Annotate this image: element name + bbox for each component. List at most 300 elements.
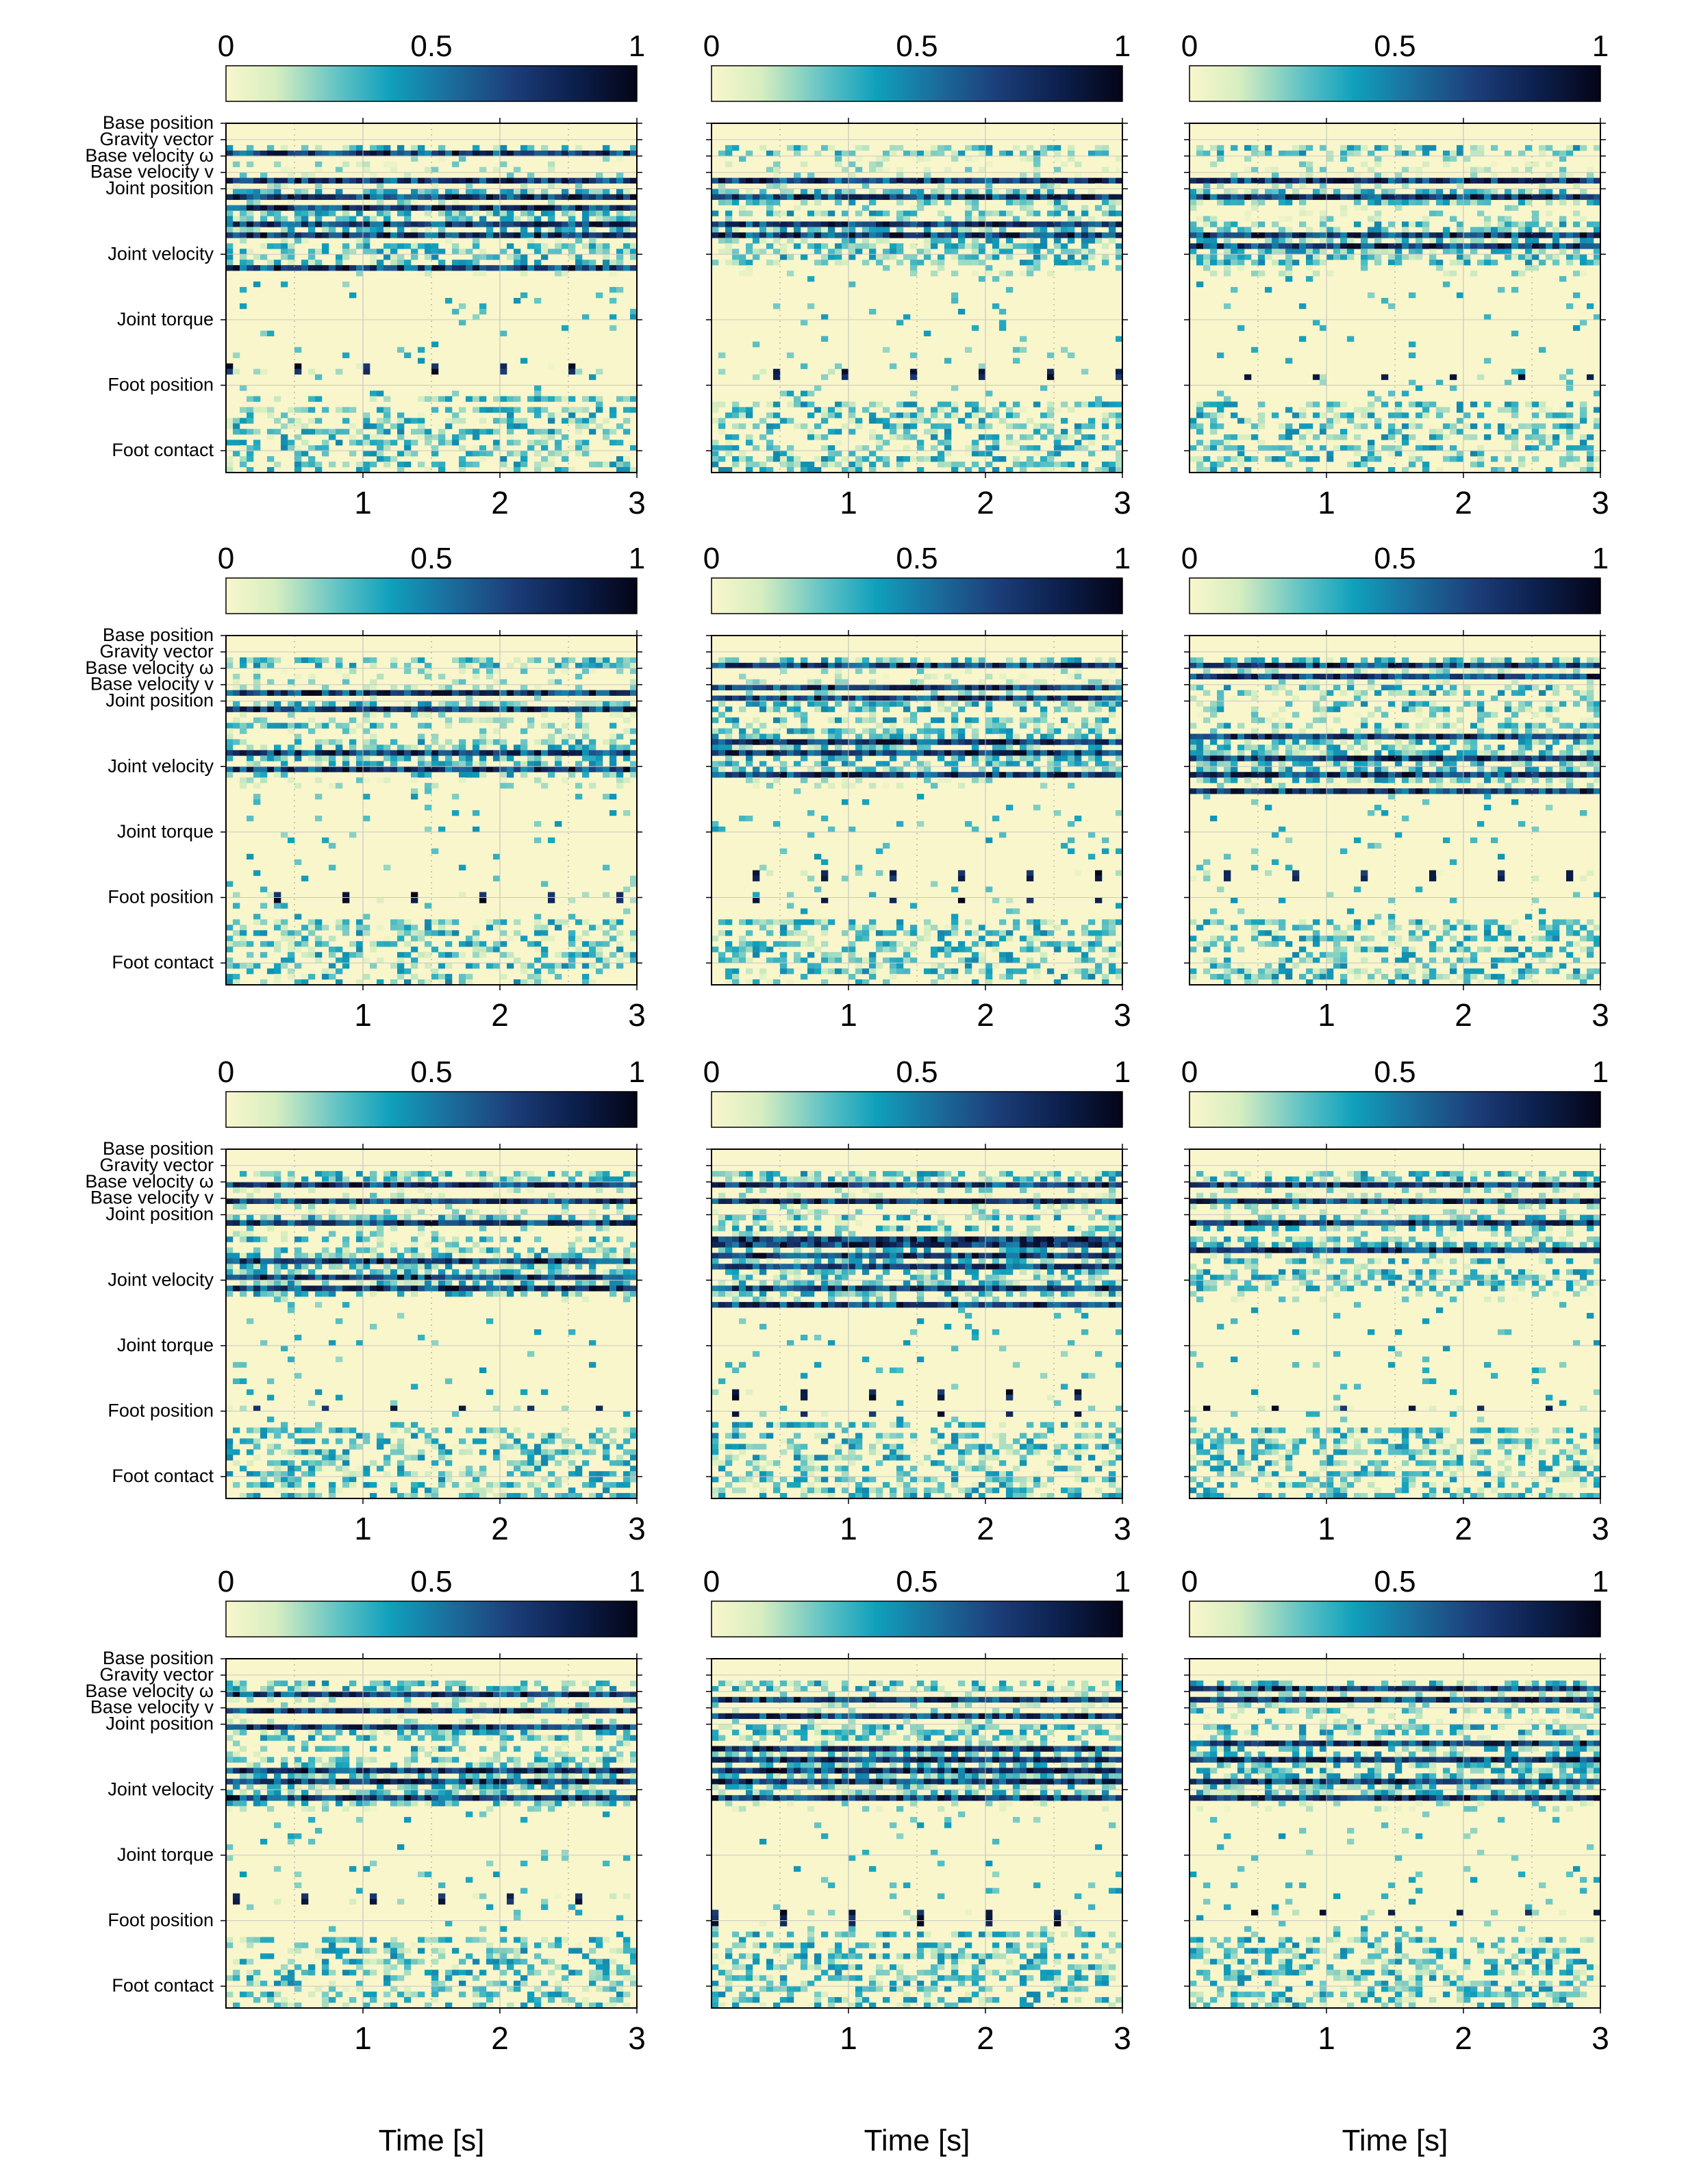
heatmap-cell — [623, 744, 630, 750]
heatmap-cell — [1074, 423, 1081, 429]
heatmap-cell — [274, 892, 281, 898]
heatmap-cell — [1498, 178, 1505, 184]
heatmap-cell — [766, 205, 773, 211]
heatmap-cell — [247, 657, 253, 663]
heatmap-cell — [739, 178, 746, 184]
heatmap-cell — [383, 941, 390, 946]
heatmap-cell — [855, 232, 862, 238]
heatmap-cell — [609, 744, 616, 750]
heatmap-cell — [1006, 271, 1013, 276]
heatmap-cell — [253, 205, 260, 211]
heatmap-cell — [1436, 260, 1443, 265]
heatmap-cell — [356, 701, 363, 707]
heatmap-cell — [869, 200, 876, 205]
heatmap-cell — [226, 733, 233, 739]
heatmap-cell — [520, 728, 527, 733]
heatmap-cell — [623, 657, 630, 663]
row-group-label: Foot contact — [112, 952, 214, 973]
heatmap-cell — [383, 462, 390, 467]
heatmap-cell — [883, 227, 890, 232]
heatmap-cell — [753, 685, 759, 690]
heatmap-cell — [390, 254, 397, 260]
heatmap-cell — [226, 194, 233, 200]
heatmap-cell — [363, 744, 370, 750]
heatmap-cell — [787, 145, 794, 151]
heatmap-cell — [603, 216, 609, 221]
heatmap-cell — [466, 663, 473, 668]
heatmap-cell — [1068, 145, 1074, 151]
heatmap-cell — [603, 156, 609, 162]
heatmap-cell — [1374, 418, 1381, 423]
heatmap-cell — [267, 221, 274, 227]
heatmap-cell — [1347, 249, 1354, 254]
heatmap-cell — [459, 178, 466, 184]
heatmap-cell — [780, 462, 787, 467]
heatmap-cell — [1409, 221, 1415, 227]
heatmap-cell — [910, 369, 917, 375]
heatmap-cell — [739, 407, 746, 412]
heatmap-cell — [1580, 401, 1587, 407]
heatmap-cell — [596, 216, 603, 221]
heatmap-cell — [951, 407, 958, 412]
heatmap-cell — [903, 216, 910, 221]
colorbar — [712, 66, 1122, 101]
heatmap-cell — [240, 151, 247, 156]
heatmap-cell — [794, 205, 801, 211]
heatmap-cell — [404, 755, 411, 761]
heatmap-cell — [520, 423, 527, 429]
heatmap-cell — [1054, 407, 1061, 412]
heatmap-cell — [527, 221, 534, 227]
heatmap-cell — [903, 254, 910, 260]
heatmap-cell — [1109, 238, 1116, 243]
heatmap-cell — [459, 320, 466, 325]
heatmap-cell — [910, 189, 917, 194]
heatmap-cell — [1306, 423, 1313, 429]
heatmap-cell — [329, 205, 336, 211]
heatmap-cell — [548, 194, 555, 200]
heatmap-cell — [759, 434, 766, 440]
heatmap-cell — [226, 462, 233, 467]
heatmap-cell — [890, 189, 896, 194]
heatmap-cell — [1251, 167, 1258, 173]
heatmap-cell — [1292, 451, 1299, 456]
heatmap-cell — [288, 260, 294, 265]
heatmap-cell — [725, 178, 732, 184]
heatmap-cell — [568, 744, 575, 750]
heatmap-cell — [527, 243, 534, 249]
heatmap-cell — [1074, 178, 1081, 184]
heatmap-cell — [903, 178, 910, 184]
heatmap-cell — [479, 429, 486, 434]
heatmap-cell — [473, 205, 479, 211]
heatmap-cell — [1402, 440, 1409, 445]
heatmap-cell — [842, 401, 848, 407]
heatmap-cell — [1340, 243, 1347, 249]
heatmap-cell — [1210, 194, 1217, 200]
heatmap-cell — [425, 271, 431, 276]
heatmap-cell — [807, 173, 814, 178]
heatmap-cell — [336, 205, 342, 211]
heatmap-cell — [575, 205, 582, 211]
heatmap-cell — [308, 429, 315, 434]
heatmap-cell — [431, 434, 438, 440]
heatmap-cell — [240, 456, 247, 462]
heatmap-cell — [944, 216, 951, 221]
heatmap-cell — [500, 718, 507, 723]
heatmap-cell — [582, 440, 589, 445]
heatmap-cell — [1320, 260, 1326, 265]
heatmap-cell — [479, 739, 486, 744]
heatmap-cell — [253, 657, 260, 663]
heatmap-cell — [466, 707, 473, 712]
heatmap-cell — [1231, 189, 1237, 194]
heatmap-cell — [876, 401, 883, 407]
heatmap-cell — [787, 254, 794, 260]
heatmap-cell — [1258, 232, 1265, 238]
heatmap-cell — [418, 178, 425, 184]
heatmap-cell — [329, 963, 336, 968]
heatmap-cell — [452, 418, 459, 423]
heatmap-cell — [438, 766, 445, 772]
row-group-label: Gravity vector — [99, 640, 214, 662]
heatmap-cell — [1573, 445, 1580, 451]
heatmap-cell — [288, 750, 294, 755]
heatmap-cell — [294, 221, 301, 227]
heatmap-cell — [951, 412, 958, 418]
heatmap-cell — [445, 723, 452, 729]
heatmap-cell — [301, 925, 308, 930]
heatmap-cell — [732, 434, 739, 440]
heatmap-cell — [801, 232, 807, 238]
heatmap-cell — [315, 936, 322, 941]
heatmap-cell — [732, 445, 739, 451]
heatmap-cell — [377, 221, 383, 227]
heatmap-cell — [438, 827, 445, 832]
heatmap-cell — [315, 794, 322, 799]
heatmap-cell — [418, 723, 425, 729]
heatmap-cell — [240, 707, 247, 712]
heatmap-cell — [514, 766, 520, 772]
heatmap-cell — [842, 679, 848, 685]
heatmap-cell — [855, 685, 862, 690]
heatmap-cell — [589, 925, 596, 930]
heatmap-cell — [452, 919, 459, 925]
heatmap-cell — [1033, 260, 1040, 265]
heatmap-cell — [855, 456, 862, 462]
heatmap-cell — [712, 194, 718, 200]
heatmap-cell — [459, 744, 466, 750]
heatmap-cell — [520, 761, 527, 766]
heatmap-cell — [1047, 456, 1054, 462]
heatmap-cell — [732, 145, 739, 151]
heatmap-cell — [370, 227, 377, 232]
heatmap-cell — [308, 701, 315, 707]
heatmap-cell — [718, 429, 725, 434]
heatmap-cell — [548, 211, 555, 216]
heatmap-cell — [294, 744, 301, 750]
heatmap-cell — [1395, 151, 1402, 156]
heatmap-cell — [260, 173, 267, 178]
heatmap-cell — [418, 429, 425, 434]
heatmap-cell — [493, 854, 500, 859]
heatmap-cell — [1299, 249, 1306, 254]
heatmap-cell — [1395, 205, 1402, 211]
heatmap-cell — [459, 211, 466, 216]
heatmap-cell — [520, 232, 527, 238]
heatmap-cell — [226, 936, 233, 941]
heatmap-cell — [1532, 243, 1539, 249]
heatmap-cell — [883, 657, 890, 663]
heatmap-cell — [534, 739, 541, 744]
heatmap-cell — [425, 227, 431, 232]
heatmap-cell — [1285, 232, 1292, 238]
heatmap-cell — [623, 690, 630, 696]
heatmap-cell — [1306, 145, 1313, 151]
heatmap-cell — [507, 265, 514, 271]
heatmap-cell — [1047, 189, 1054, 194]
heatmap-cell — [596, 968, 603, 974]
heatmap-cell — [274, 462, 281, 467]
heatmap-cell — [589, 205, 596, 211]
heatmap-cell — [486, 445, 493, 451]
heatmap-cell — [445, 707, 452, 712]
heatmap-cell — [1580, 189, 1587, 194]
heatmap-cell — [260, 189, 267, 194]
heatmap-cell — [1450, 456, 1457, 462]
heatmap-cell — [1116, 221, 1122, 227]
heatmap-cell — [821, 194, 828, 200]
heatmap-cell — [534, 451, 541, 456]
heatmap-cell — [1381, 445, 1388, 451]
heatmap-cell — [1074, 260, 1081, 265]
heatmap-cell — [623, 908, 630, 914]
heatmap-cell — [1477, 451, 1484, 456]
heatmap-cell — [1033, 451, 1040, 456]
heatmap-cell — [589, 227, 596, 232]
heatmap-cell — [773, 167, 780, 173]
heatmap-cell — [1203, 445, 1210, 451]
heatmap-cell — [855, 663, 862, 668]
heatmap-cell — [1095, 396, 1102, 401]
heatmap-cell — [1231, 401, 1237, 407]
heatmap-cell — [623, 151, 630, 156]
heatmap-cell — [1299, 232, 1306, 238]
heatmap-cell — [1505, 205, 1511, 211]
heatmap-cell — [1027, 462, 1033, 467]
heatmap-cell — [1573, 178, 1580, 184]
heatmap-cell — [616, 396, 623, 401]
heatmap-cell — [281, 832, 288, 838]
heatmap-cell — [1361, 189, 1368, 194]
heatmap-cell — [917, 685, 924, 690]
heatmap-cell — [507, 173, 514, 178]
heatmap-cell — [1546, 211, 1552, 216]
heatmap-cell — [1546, 221, 1552, 227]
heatmap-cell — [780, 243, 787, 249]
heatmap-cell — [910, 194, 917, 200]
heatmap-cell — [541, 445, 548, 451]
heatmap-cell — [1190, 200, 1196, 205]
heatmap-cell — [418, 358, 425, 364]
heatmap-cell — [1587, 243, 1594, 249]
heatmap-cell — [1374, 232, 1381, 238]
heatmap-cell — [240, 750, 247, 755]
heatmap-cell — [514, 919, 520, 925]
heatmap-cell — [903, 232, 910, 238]
heatmap-cell — [308, 690, 315, 696]
heatmap-cell — [1279, 243, 1285, 249]
heatmap-cell — [630, 772, 637, 777]
heatmap-cell — [1299, 145, 1306, 151]
heatmap-cell — [575, 184, 582, 189]
heatmap-cell — [896, 456, 903, 462]
heatmap-cell — [1027, 690, 1033, 696]
heatmap-cell — [1224, 445, 1231, 451]
heatmap-cell — [466, 941, 473, 946]
heatmap-cell — [999, 325, 1006, 331]
heatmap-cell — [801, 238, 807, 243]
heatmap-cell — [1102, 178, 1109, 184]
heatmap-cell — [1450, 232, 1457, 238]
heatmap-cell — [1409, 418, 1415, 423]
heatmap-cell — [507, 772, 514, 777]
heatmap-cell — [896, 260, 903, 265]
heatmap-cell — [814, 663, 821, 668]
heatmap-cell — [260, 707, 267, 712]
heatmap-cell — [390, 690, 397, 696]
heatmap-cell — [1116, 265, 1122, 271]
heatmap-cell — [315, 178, 322, 184]
heatmap-cell — [473, 151, 479, 156]
heatmap-cell — [383, 205, 390, 211]
heatmap-cell — [500, 755, 507, 761]
heatmap-cell — [377, 249, 383, 254]
heatmap-cell — [425, 211, 431, 216]
heatmap-cell — [589, 396, 596, 401]
heatmap-cell — [965, 254, 972, 260]
heatmap-cell — [1190, 205, 1196, 211]
heatmap-cell — [582, 766, 589, 772]
heatmap-cell — [500, 418, 507, 423]
heatmap-cell — [260, 221, 267, 227]
heatmap-cell — [821, 189, 828, 194]
heatmap-cell — [527, 718, 534, 723]
heatmap-cell — [390, 685, 397, 690]
heatmap-cell — [247, 723, 253, 729]
heatmap-cell — [418, 221, 425, 227]
heatmap-cell — [541, 462, 548, 467]
colorbar-tick-label: 1 — [628, 29, 646, 63]
heatmap-cell — [1320, 194, 1326, 200]
heatmap-cell — [1477, 189, 1484, 194]
heatmap-cell — [431, 342, 438, 347]
heatmap-cell — [281, 903, 288, 908]
heatmap-cell — [370, 423, 377, 429]
heatmap-cell — [288, 445, 294, 451]
heatmap-cell — [253, 914, 260, 919]
heatmap-cell — [370, 761, 377, 766]
heatmap-cell — [1498, 194, 1505, 200]
heatmap-cell — [555, 221, 562, 227]
heatmap-cell — [780, 194, 787, 200]
heatmap-cell — [1210, 221, 1217, 227]
heatmap-cell — [260, 243, 267, 249]
heatmap-cell — [999, 271, 1006, 276]
heatmap-cell — [1436, 434, 1443, 440]
heatmap-cell — [883, 194, 890, 200]
heatmap-cell — [903, 445, 910, 451]
heatmap-cell — [562, 668, 568, 674]
heatmap-cell — [301, 766, 308, 772]
heatmap-cell — [924, 254, 931, 260]
heatmap-cell — [596, 707, 603, 712]
heatmap-cell — [1566, 369, 1573, 375]
heatmap-cell — [1594, 178, 1600, 184]
heatmap-cell — [253, 930, 260, 936]
heatmap-cell — [630, 663, 637, 668]
heatmap-cell — [985, 194, 992, 200]
heatmap-cell — [438, 440, 445, 445]
colorbar-tick-label: 0.5 — [896, 29, 938, 63]
heatmap-cell — [342, 963, 349, 968]
heatmap-cell — [1354, 451, 1361, 456]
heatmap-cell — [746, 260, 753, 265]
heatmap-cell — [459, 974, 466, 979]
heatmap-cell — [855, 418, 862, 423]
heatmap-cell — [623, 429, 630, 434]
heatmap-cell — [493, 728, 500, 733]
heatmap-cell — [514, 216, 520, 221]
heatmap-cell — [732, 194, 739, 200]
heatmap-cell — [534, 194, 541, 200]
heatmap-cell — [739, 260, 746, 265]
heatmap-cell — [356, 777, 363, 783]
heatmap-cell — [985, 462, 992, 467]
heatmap-cell — [507, 194, 514, 200]
heatmap-cell — [1081, 254, 1088, 260]
heatmap-cell — [562, 766, 568, 772]
heatmap-cell — [486, 221, 493, 227]
heatmap-cell — [438, 712, 445, 718]
heatmap-cell — [951, 663, 958, 668]
heatmap-cell — [383, 194, 390, 200]
heatmap-cell — [233, 690, 240, 696]
heatmap-cell — [623, 810, 630, 816]
heatmap-cell — [937, 238, 944, 243]
heatmap-cell — [1292, 178, 1299, 184]
heatmap-cell — [575, 674, 582, 679]
heatmap-cell — [1081, 685, 1088, 690]
heatmap-cell — [1237, 325, 1244, 331]
heatmap-cell — [473, 396, 479, 401]
heatmap-cell — [759, 663, 766, 668]
heatmap-cell — [1244, 189, 1251, 194]
heatmap-cell — [848, 194, 855, 200]
heatmap-cell — [1088, 249, 1095, 254]
heatmap-cell — [1374, 456, 1381, 462]
heatmap-cell — [363, 712, 370, 718]
heatmap-cell — [821, 657, 828, 663]
heatmap-cell — [356, 271, 363, 276]
heatmap-cell — [1102, 221, 1109, 227]
heatmap-cell — [1054, 184, 1061, 189]
heatmap-cell — [445, 418, 452, 423]
heatmap-cell — [732, 254, 739, 260]
heatmap-cell — [1484, 189, 1491, 194]
heatmap-cell — [1422, 462, 1429, 467]
heatmap-cell — [1244, 194, 1251, 200]
